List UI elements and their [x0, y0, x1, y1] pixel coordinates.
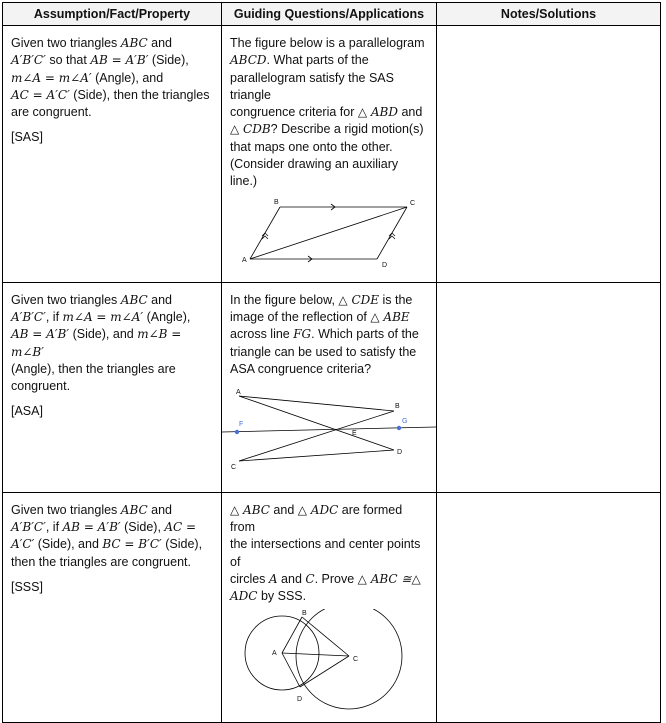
vertex-label-c: C	[231, 464, 237, 472]
vertex-label-b: B	[395, 403, 400, 411]
circles-figure	[222, 609, 436, 717]
parallelogram-figure	[222, 195, 436, 277]
assumption-cell-sas: Given two triangles ABC and A′B′C′ so that AB = A′B′ (Side), m∠A = m∠A′ (Angle), and AC = A′C′ (Side), then the triangles are congruent. [SAS]	[3, 26, 222, 283]
notes-cell-sas[interactable]	[437, 26, 661, 283]
segment-cd	[239, 450, 394, 461]
criterion-tag-sas: [SAS]	[11, 130, 43, 145]
vertex-label-c: C	[353, 656, 359, 664]
notes-cell-sss[interactable]	[437, 492, 661, 723]
circle-c	[296, 609, 402, 709]
reflection-figure	[222, 382, 436, 472]
table-row-sas	[3, 26, 661, 283]
vertex-label-b: B	[302, 610, 307, 618]
table-row-sss	[3, 492, 661, 723]
criterion-tag-sss: [SSS]	[11, 579, 43, 594]
vertex-label-a: A	[242, 256, 247, 264]
question-cell-asa: In the figure below, △ CDE is the image of the reflection of △ ABE across line FG. Which parts of the triangle can be used to satisfy the ASA congruence criteria? F G A B C D E	[222, 282, 437, 492]
segment-ac	[282, 653, 349, 656]
header-guiding: Guiding Questions/Applications	[222, 3, 437, 26]
vertex-label-e: E	[352, 430, 357, 438]
segment-ab	[239, 396, 394, 411]
header-assumption: Assumption/Fact/Property	[3, 3, 222, 26]
segment-cb	[239, 411, 394, 461]
congruence-table	[2, 2, 661, 723]
assumption-cell-sss: Given two triangles ABC and A′B′C′, if AB = A′B′ (Side), AC = A′C′ (Side), and BC = B′C′ (Side), then the triangles are congruent. [SSS]	[3, 492, 222, 723]
assumption-cell-asa: Given two triangles ABC and A′B′C′, if m∠A = m∠A′ (Angle), AB = A′B′ (Side), and m∠B = m∠B′ (Angle), then the triangles are congruent. [ASA]	[3, 282, 222, 492]
point-label-g: G	[402, 418, 408, 426]
vertex-label-d: D	[397, 449, 403, 457]
vertex-label-b: B	[274, 198, 279, 206]
segment-bc	[302, 617, 349, 656]
vertex-label-a: A	[236, 389, 241, 397]
vertex-label-a: A	[272, 650, 277, 658]
header-row	[3, 3, 661, 26]
segment-ad	[239, 396, 394, 450]
segment-ab	[282, 617, 302, 653]
point-g	[397, 426, 401, 430]
vertex-label-d: D	[297, 696, 303, 704]
vertex-label-d: D	[382, 261, 388, 269]
point-f	[235, 430, 239, 434]
criterion-tag-asa: [ASA]	[11, 404, 43, 419]
notes-cell-asa[interactable]	[437, 282, 661, 492]
question-cell-sas: The figure below is a parallelogram ABCD. What parts of the parallelogram satisfy the SAS triangle congruence criteria for △ ABD and △ CDB? Describe a rigid motion(s) that maps one onto the other. (Consider drawing an auxiliary line.) A B C D	[222, 26, 437, 283]
vertex-label-c: C	[410, 199, 416, 207]
table-row-asa	[3, 282, 661, 492]
point-label-f: F	[239, 421, 244, 429]
header-notes: Notes/Solutions	[437, 3, 661, 26]
diagonal-ac	[250, 207, 407, 259]
segment-ad	[282, 653, 300, 687]
question-cell-sss: △ ABC and △ ADC are formed from the intersections and center points of circles A and C. Prove △ ABC ≅△ ADC by SSS. A B C D	[222, 492, 437, 723]
